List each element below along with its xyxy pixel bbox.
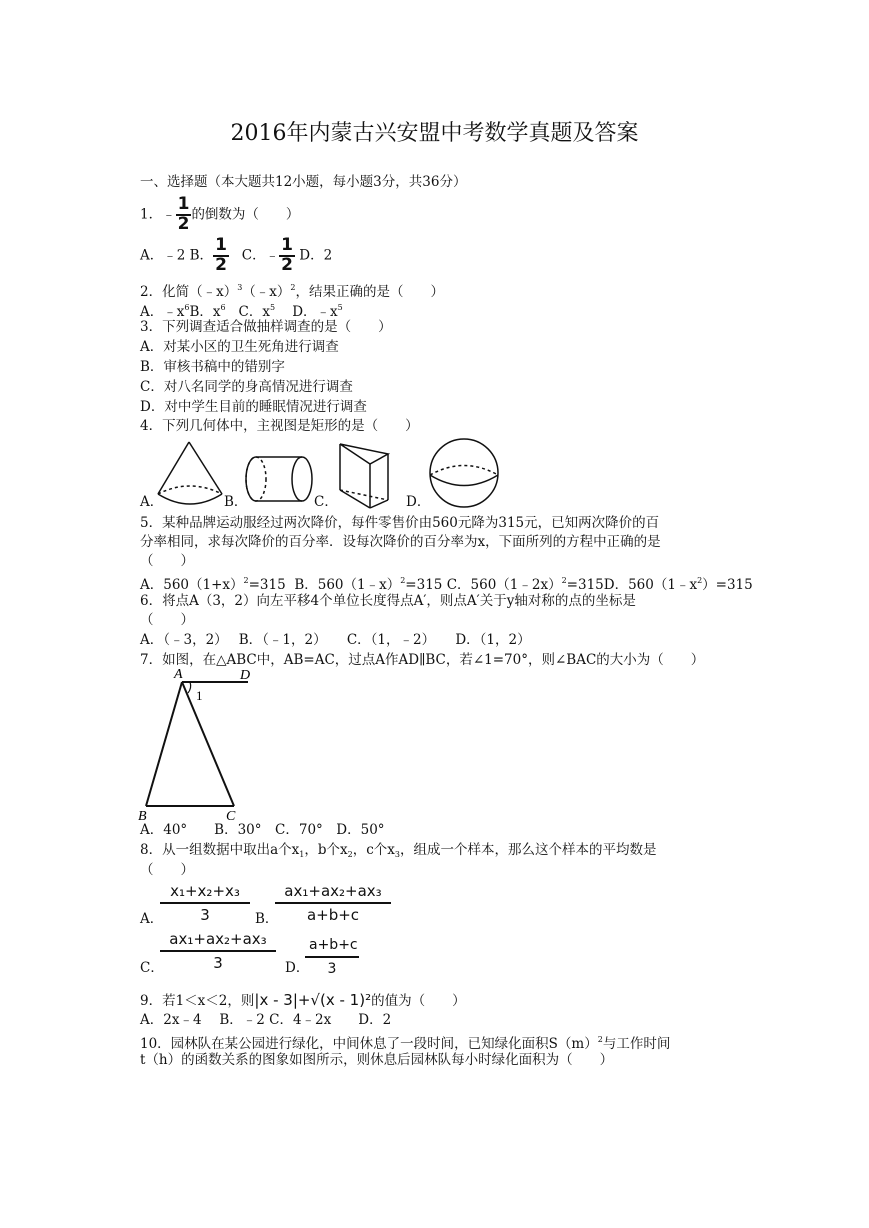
cylinder-figure: [246, 457, 312, 501]
question-4-solids-figure: [150, 438, 510, 510]
question-10-line-2: t（h）的函数关系的图象如图所示，则休息后园林队每小时绿化面积为（ ）: [140, 1052, 614, 1068]
side-ab: [146, 682, 182, 806]
prism-figure: [340, 444, 388, 508]
fraction-one-half: $\frac{1}{2}$: [177, 194, 190, 234]
label-c: C: [226, 809, 236, 824]
question-7-stem: 7．如图，在△ABC中，AB=AC，过点A作AD∥BC，若∠1=70°，则∠BAC的大小为（ ）: [140, 652, 705, 668]
question-6-options: A．（﹣3，2） B．（﹣1，2） C．（1，﹣2） D．（1，2）: [140, 632, 531, 648]
question-10-line-1: 10．园林队在某公园进行绿化，中间休息了一段时间，已知绿化面积$S(m)^2$与工作时间: [140, 1035, 671, 1052]
question-6-line-2: （ ）: [140, 612, 194, 628]
question-8-option-d-fraction: $\frac{a+b+c}{3}$: [305, 934, 359, 980]
question-2-options: A．$﹣x^6B$．$x^6$ C．$x^5$ D．$﹣x^5$: [140, 303, 343, 320]
question-8-option-b-fraction: $\frac{\text{ax₁+ax₂+ax₃}}{a+b+c}$: [275, 880, 391, 926]
page-title: 2016年内蒙古兴安盟中考数学真题及答案: [230, 121, 639, 146]
question-5-line-1: 5．某种品牌运动服经过两次降价，每件零售价由560元降为315元，已知两次降价的百: [140, 515, 660, 531]
question-3-option-c: C．对八名同学的身高情况进行调查: [140, 379, 353, 395]
label-d: D: [240, 668, 251, 683]
question-5-line-2: 分率相同，求每次降价的百分率．设每次降价的百分率为x，下面所列的方程中正确的是: [140, 534, 661, 550]
label-b: B: [138, 809, 147, 824]
question-6-line-1: 6．将点A（3，2）向左平移4个单位长度得点A′，则点A′关于y轴对称的点的坐标是: [140, 593, 636, 609]
side-ac: [182, 682, 234, 806]
question-5-options: A．$560(1+x)^2=315$ B．560（1﹣x）$^2$=315 C．560（1﹣2x）$^2$=315D．$560(1﹣x^2)=315$: [140, 576, 753, 593]
question-4-label-c: C．: [314, 494, 338, 510]
question-9-stem: 9．若1＜x＜2，则|x - 3|+√(x - 1)²的值为（ ）: [140, 991, 466, 1009]
question-3-stem: 3．下列调查适合做抽样调查的是（ ）: [140, 319, 392, 335]
question-2-stem: 2．化简（﹣x）$^3$（﹣x）$^2$，结果正确的是（ ）: [140, 283, 445, 300]
option-c-fraction: $\frac{1}{2}$: [281, 235, 293, 275]
question-4-label-d: D．: [406, 494, 431, 510]
question-8-label-d: D．: [285, 960, 310, 976]
label-a: A: [174, 668, 183, 682]
question-5-line-3: （ ）: [140, 553, 194, 569]
option-b-fraction: $\frac{1}{2}$: [215, 235, 227, 275]
question-4-stem: 4．下列几何体中，主视图是矩形的是（ ）: [140, 418, 419, 434]
question-8-stem: 8．从一组数据中取出a个$x_1$，b个$x_2$，c个$x_3$，组成一个样本，那么这个样本的平均数是: [140, 842, 657, 859]
expression-abs-sqrt: |x - 3|+√(x - 1)²: [254, 991, 372, 1009]
question-4-label-a: A．: [140, 494, 164, 510]
question-8-label-c: C．: [140, 960, 164, 976]
question-3-option-d: D．对中学生目前的睡眠情况进行调查: [140, 399, 367, 415]
angle-1-arc: [188, 682, 191, 693]
question-1-stem: 1．﹣ $\frac{1}{2}$ 的倒数为（ ）: [140, 194, 300, 234]
question-8-option-c-fraction: $\frac{\text{ax₁+ax₂+ax₃}}{3}$: [160, 928, 276, 974]
question-8-label-a: A．: [140, 911, 164, 927]
question-8-label-b: B．: [255, 911, 279, 927]
section-heading: 一、选择题（本大题共12小题，每小题3分，共36分）: [140, 174, 467, 190]
cone-figure: [158, 442, 222, 504]
question-3-option-a: A．对某小区的卫生死角进行调查: [140, 339, 339, 355]
question-7-options: A．40° B．30° C．70° D．50°: [140, 822, 385, 838]
question-4-label-b: B．: [224, 494, 248, 510]
question-8-line-2: （ ）: [140, 862, 194, 878]
question-3-option-b: B．审核书稿中的错别字: [140, 359, 285, 375]
triangle-figure: [136, 668, 256, 824]
question-1-options: A．﹣2 B． $\frac{1}{2}$ C．﹣ $\frac{1}{2}$ D．2: [140, 235, 333, 275]
label-angle-1: 1: [196, 688, 203, 703]
sphere-figure: [430, 439, 498, 507]
question-9-options: A．2x﹣4 B．﹣2 C．4﹣2x D．2: [140, 1012, 392, 1028]
question-8-option-a-fraction: $\frac{\text{x₁+x₂+x₃}}{3}$: [160, 880, 250, 926]
